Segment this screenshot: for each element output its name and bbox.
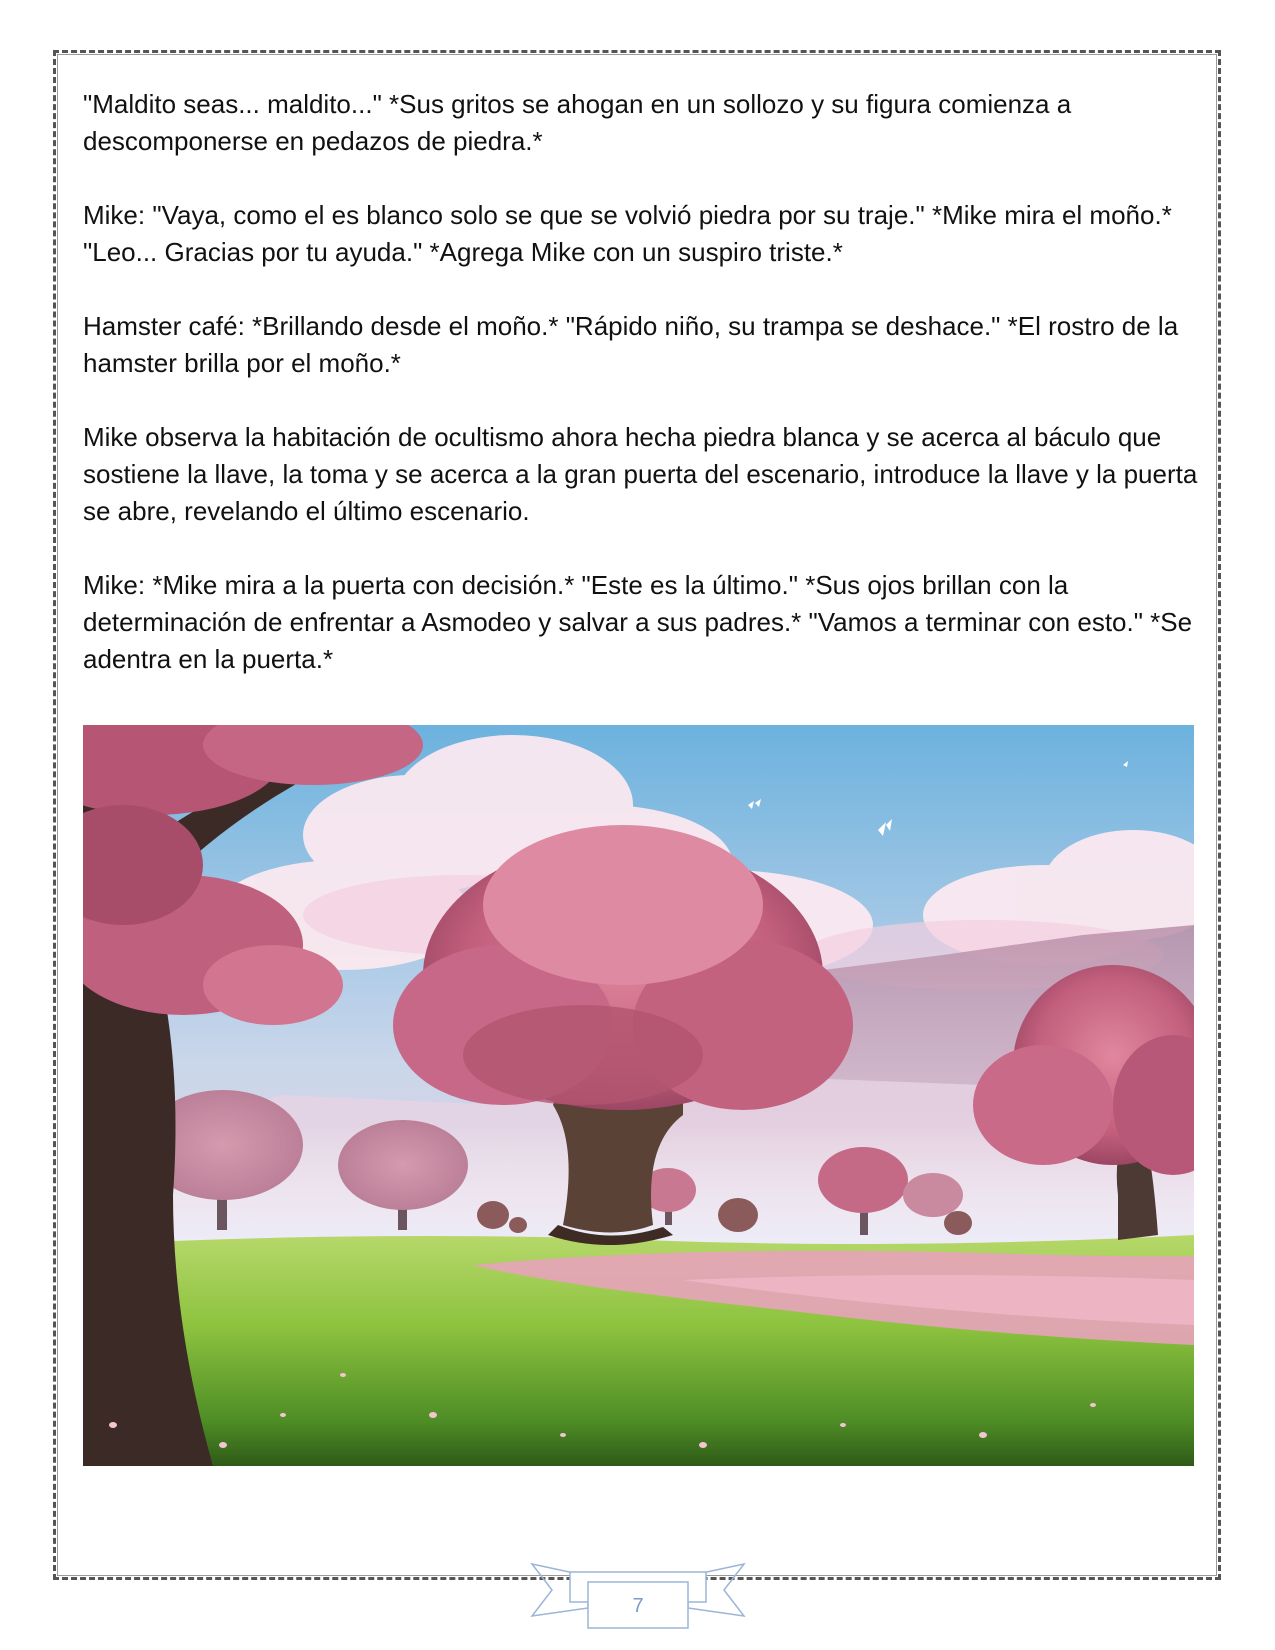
page-number-ribbon bbox=[530, 1558, 746, 1638]
paragraph-1: "Maldito seas... maldito..." *Sus gritos se ahogan en un sollozo y su figura comienza a descomponerse en pedazos de piedra.* bbox=[83, 89, 1072, 156]
paragraph-5: Mike: *Mike mira a la puerta con decisión.* "Este es la último." *Sus ojos brillan con la determinación de enfrentar a Asmodeo y salvar a sus padres.* "Vamos a terminar con esto." *Se adentra en la puerta.* bbox=[83, 570, 1193, 674]
page-number: 7 bbox=[632, 1595, 644, 1617]
paragraph-4: Mike observa la habitación de ocultismo ahora hecha piedra blanca y se acerca al báculo que sostiene la llave, la toma y se acerca a la gran puerta del escenario, introduce la llave y la puerta se abre, revelando el último escenario. bbox=[83, 422, 1198, 526]
paragraph-2: Mike: "Vaya, como el es blanco solo se que se volvió piedra por su traje." *Mike mira el moño.* "Leo... Gracias por tu ayuda." *Agrega Mike con un suspiro triste.* bbox=[83, 200, 1172, 267]
story-text bbox=[83, 86, 1208, 715]
paragraph-3: Hamster café: *Brillando desde el moño.* "Rápido niño, su trampa se deshace." *El rostro de la hamster brilla por el moño.* bbox=[83, 311, 1179, 378]
landscape-illustration bbox=[83, 725, 1194, 1466]
